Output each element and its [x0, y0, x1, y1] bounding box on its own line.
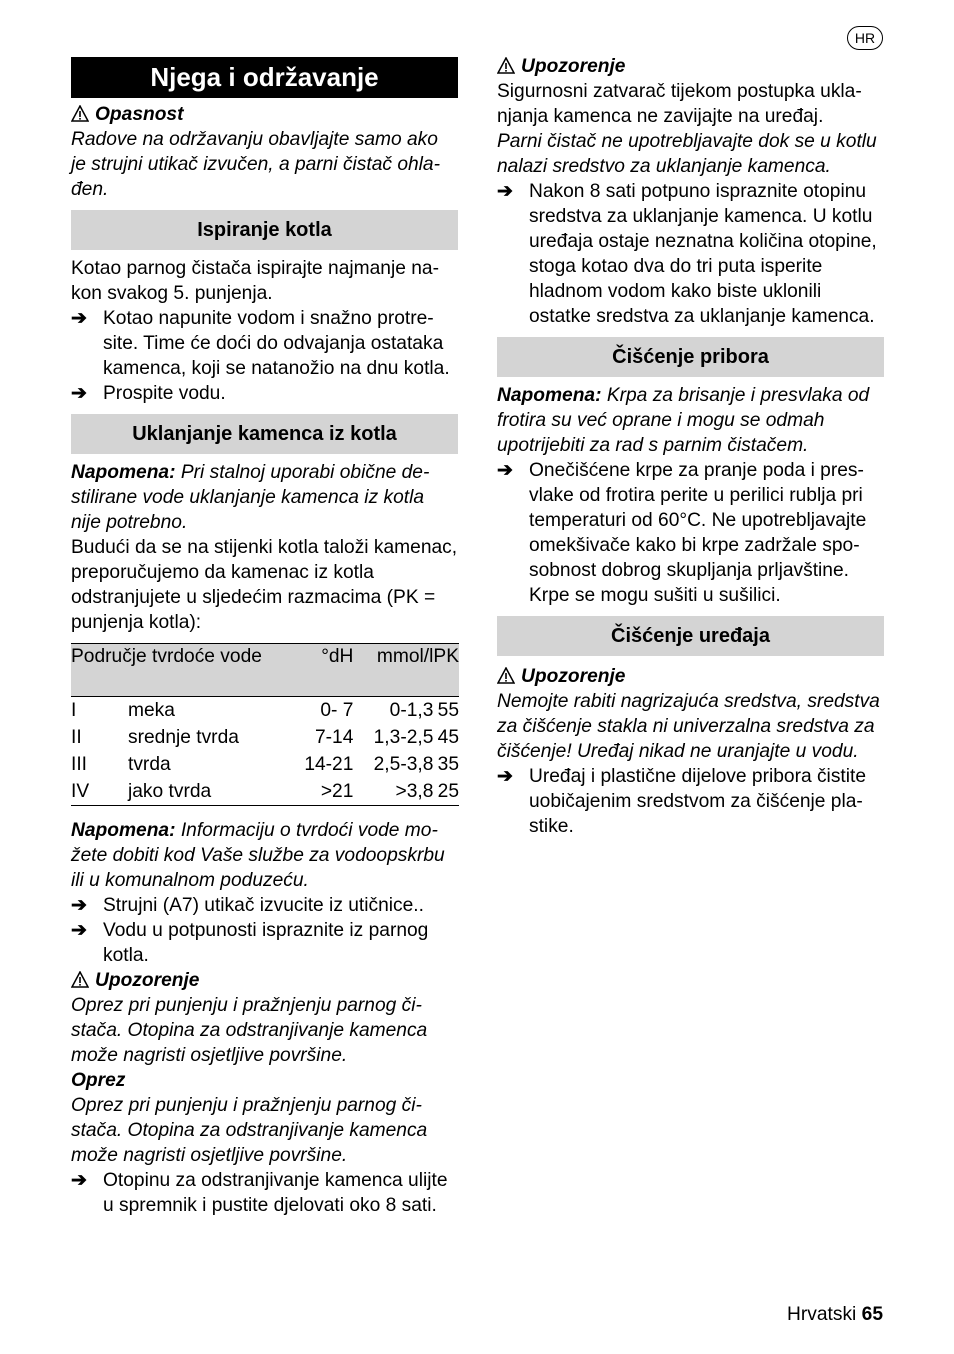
table-cell: I [71, 700, 77, 721]
warning-text: Oprez pri punjenju i pražnjenju parnog čistača. Otopina za odstranjivanje kamenca može nagristi osjetljive površine. [71, 995, 428, 1066]
table-cell: jako tvrda [128, 778, 295, 806]
warning-triangle-icon [71, 968, 95, 993]
table-row [71, 778, 459, 806]
list-item: ➔ Kotao napunite vodom i snažno protresite. Time će doći do odvajanja ostataka kamenca, koji se natanožio na dnu kotla. [71, 308, 450, 379]
warning-heading: Upozorenje [497, 54, 884, 79]
caution-heading: Oprez [71, 1070, 126, 1091]
note-paragraph: Napomena: Krpa za brisanje i presvlaka od frotira su već oprane i mogu se odmah upotrijebiti za rad s parnim čistačem. [497, 385, 870, 456]
table-cell: 25 [433, 778, 459, 806]
table-header-cell: Područje tvrdoće vode [71, 644, 295, 697]
warning-text: Parni čistač ne upotrebljavajte dok se u kotlu nalazi sredstvo za uklanjanje kamenca. [497, 131, 877, 177]
table-cell: 45 [437, 727, 459, 748]
section-heading-descaling: Uklanjanje kamenca iz kotla [71, 414, 458, 454]
table-cell: >3,8 [353, 778, 433, 806]
right-column [497, 54, 884, 839]
table-header-row [71, 644, 459, 697]
arrow-right-icon: ➔ [71, 308, 88, 329]
list-item: ➔ Otopinu za odstranjivanje kamenca ulijte u spremnik i pustite djelovati oko 8 sati. [71, 1170, 448, 1216]
list-item: ➔ Nakon 8 sati potpuno ispraznite otopinu sredstva za uklanjanje kamenca. U kotlu uređaja ostaje neznatna količina otopine, stoga kotao dva do tri puta isperite hladnom vodom kako biste uklonili ostatke sredstva za uklanjanje kamenca. [497, 181, 877, 327]
water-hardness-table [71, 643, 459, 806]
danger-heading: Opasnost [71, 102, 458, 127]
section-heading-accessories-cleaning: Čišćenje pribora [497, 337, 884, 377]
page-footer [787, 1304, 883, 1326]
list-item: ➔ Strujni (A7) utikač izvucite iz utičnice.. [71, 895, 424, 916]
warning-triangle-icon [497, 664, 521, 689]
arrow-right-icon: ➔ [497, 460, 514, 481]
table-cell: 55 [437, 700, 459, 721]
warning-heading: Upozorenje [497, 664, 884, 689]
footer-language: Hrvatski [787, 1304, 857, 1325]
table-row [71, 751, 459, 778]
list-item: ➔ Onečišćene krpe za pranje poda i presvlake od frotira perite u perilici rublja pri temperaturi od 60°C. Ne upotrebljavajte omekšivače kako bi krpe zadržale sposobnost dobrog skupljanja prljavštine. Krpe se mogu sušiti u sušilici. [497, 460, 867, 606]
list-item: ➔ Prospite vodu. [71, 383, 226, 404]
section-heading-boiler-rinse: Ispiranje kotla [71, 210, 458, 250]
section-heading-device-cleaning: Čišćenje uređaja [497, 616, 884, 656]
page-title: Njega i održavanje [71, 57, 458, 98]
warning-triangle-icon [71, 102, 95, 127]
table-cell: 14-21 [304, 754, 354, 775]
left-column [71, 57, 458, 1218]
page-number: 65 [861, 1304, 883, 1325]
table-header-cell: mmol/l [353, 644, 433, 697]
warning-heading: Upozorenje [71, 968, 458, 993]
arrow-right-icon: ➔ [71, 920, 88, 941]
table-cell: >21 [295, 778, 353, 806]
arrow-right-icon: ➔ [71, 383, 88, 404]
warning-triangle-icon [497, 54, 521, 79]
language-badge: HR [847, 26, 883, 50]
caution-text: Oprez pri punjenju i pražnjenju parnog čistača. Otopina za odstranjivanje kamenca može nagristi osjetljive površine. [71, 1095, 428, 1166]
warning-text: Sigurnosni zatvarač tijekom postupka uklanjanja kamenca ne zavijajte na uređaj. [497, 81, 862, 127]
arrow-right-icon: ➔ [497, 766, 514, 787]
note-paragraph: Napomena: Pri stalnoj uporabi obične destilirane vode uklanjanje kamenca iz kotla nije potrebno. [71, 462, 430, 533]
paragraph: Budući da se na stijenki kotla taloži kamenac, preporučujemo da kamenac iz kotla odstranjujete u sljedećim razmacima (PK = punjenja kotla): [71, 537, 458, 633]
table-cell: 1,3-2,5 [373, 727, 434, 748]
table-cell: 7-14 [314, 727, 354, 748]
table-header-cell: PK [433, 644, 459, 697]
arrow-right-icon: ➔ [497, 181, 514, 202]
paragraph: Kotao parnog čistača ispirajte najmanje nakon svakog 5. punjenja. [71, 258, 439, 304]
note-paragraph: Napomena: Informaciju o tvrdoći vode možete dobiti kod Vaše službe za vodoopskrbu ili u komunalnom poduzeću. [71, 820, 445, 891]
table-header-cell: °dH [295, 644, 353, 697]
table-cell: 0- 7 [320, 700, 354, 721]
table-cell: III [71, 754, 87, 775]
arrow-right-icon: ➔ [71, 1170, 88, 1191]
arrow-right-icon: ➔ [71, 895, 88, 916]
table-cell: 2,5-3,8 [373, 754, 434, 775]
table-cell: IV [71, 778, 128, 806]
table-row [71, 697, 459, 725]
table-row [71, 724, 459, 751]
warning-text: Nemojte rabiti nagrizajuća sredstva, sredstva za čišćenje stakla ni univerzalna sredstva za čišćenje! Uređaj nikad ne uranjajte u vodu. [497, 691, 880, 762]
list-item: ➔ Uređaj i plastične dijelove pribora čistite uobičajenim sredstvom za čišćenje plastike. [497, 766, 867, 837]
list-item: ➔ Vodu u potpunosti ispraznite iz parnog kotla. [71, 920, 429, 966]
table-cell: meka [128, 700, 175, 721]
table-cell: srednje tvrda [128, 727, 239, 748]
danger-text: Radove na održavanju obavljajte samo ako je strujni utikač izvučen, a parni čistač ohlađen. [71, 129, 440, 200]
table-cell: tvrda [128, 754, 171, 775]
table-cell: 35 [437, 754, 459, 775]
table-cell: II [71, 727, 82, 748]
table-cell: 0-1,3 [389, 700, 434, 721]
